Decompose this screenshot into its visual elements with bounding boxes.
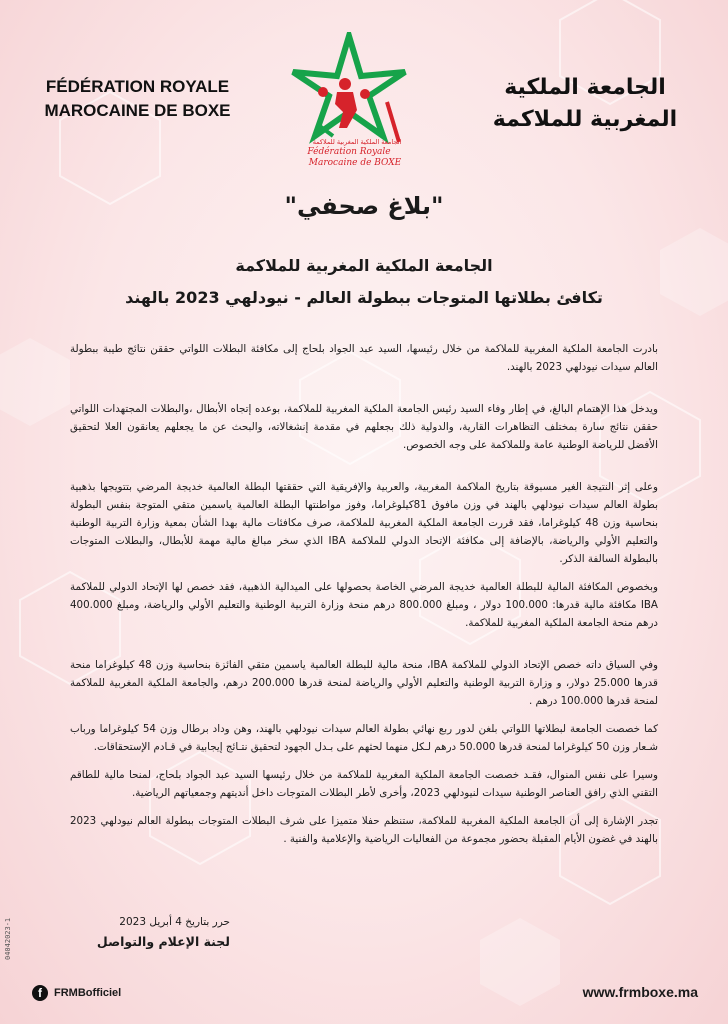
federation-name-french-line1: FÉDÉRATION ROYALE (45, 77, 230, 96)
body-paragraph: تجدر الإشارة إلى أن الجامعة الملكية المغربية للملاكمة، ستنظم حفلا متميزا على شرف البطلات المتوجات ببطولة العالم نيودلهي 2023 بالهند في غضون الأيام المقبلة بحضور مجموعة من الفعاليات الرياضية والإعلامية والفنية . (70, 815, 658, 845)
signature-block (70, 916, 230, 949)
signature-department: لجنة الإعلام والتواصل (96, 934, 230, 949)
federation-name-arabic (470, 72, 700, 136)
federation-name-french (30, 75, 245, 123)
logo-text-line1: Fédération Royale (307, 147, 391, 157)
facebook-link[interactable] (32, 985, 121, 1001)
federation-name-arabic-line1: الجامعة الملكية (504, 75, 666, 100)
logo-text-arabic: الجامعة الملكية المغربية للملاكمة (312, 138, 402, 146)
body-paragraph: بادرت الجامعة الملكية المغربية للملاكمة من خلال رئيسها، السيد عبد الجواد بلحاج إلى مكافئة البطلات اللواتي حققن نتائج طيبة ببطولة العالم سيدات نيودلهي 2023 بالهند. (70, 343, 658, 373)
body-paragraph: وسيرا على نفس المنوال، فقـد خصصت الجامعة الملكية المغربية للملاكمة من خلال رئيسها السيد عبد الجواد بلحاج، لمنحا مالية للطاقم التقني الذي رافق العناصر الوطنية سيدات لنيودلهي 2023، وأخرى لأطر البطلات المتوجات داخل أنديتهم وجمعياتهم الرياضية. (70, 769, 658, 799)
press-release-headline: تكافئ بطلاتها المتوجات ببطولة العالم - نيودلهي 2023 بالهند (125, 288, 603, 307)
website-link[interactable]: www.frmboxe.ma (582, 984, 698, 1000)
body-paragraph: ويدخل هذا الإهتمام البالغ، في إطار وفاء السيد رئيس الجامعة الملكية المغربية للملاكمة، بوعده إتجاه الأبطال ،والبطلات المجتهدات اللواتي حققن نتائج سارة بمختلف التظاهرات القارية، والدولية ذلك بجعلهم في مقدمة إنشغالاته، والبحث عن ما يجعلهم يعانقون العلا لتحقيق الأفضل للرياضة الوطنية عامة وللملاكمة على وجه الخصوص. (70, 403, 658, 451)
press-release-title: "بلاغ صحفي" (284, 192, 444, 220)
facebook-icon: f (32, 985, 48, 1001)
signature-date: حرر بتاريخ 4 أبريل 2023 (119, 916, 230, 928)
federation-name-arabic-line2: المغربية للملاكمة (492, 107, 678, 132)
federation-logo (287, 32, 427, 172)
body-paragraph: وفي السياق داته خصص الإتحاد الدولي للملاكمة IBA، منحة مالية للبطلة العالمية ياسمين متقي الفائزة بنحاسية وزن 48 كيلوغراما منحة قدرها 25.000 دولار، و وزارة التربية الوطنية والتعليم الأولي والرياضة لمنحة قدرها 200.000 درهم، والجامعة الملكية المغربية للملاكمة لمنحة قدرها 100.000 درهم . (70, 659, 658, 707)
logo-text-line2: Marocaine de BOXE (308, 158, 402, 168)
document-reference: 04042023-1 (4, 917, 12, 960)
federation-name-french-line2: MAROCAINE DE BOXE (44, 101, 231, 120)
body-paragraph: كما خصصت الجامعة لبطلاتها اللواتي بلغن لدور ربع نهائي بطولة العالم سيدات نيودلهي بالهند، وهن وداد برطال وزن 54 كيلوغراما ورباب شـعار وزن 50 كيلوغراما لمنحة قدرها 50.000 درهم لـكل منهما لحثهم على بـدل الجهود لتحقيق نتـائج إيجابية في قـادم الإستحقاقات. (70, 723, 658, 753)
press-release-body (70, 340, 658, 858)
body-paragraph: وبخصوص المكافئة المالية للبطلة العالمية خديجة المرضي الخاصة بحصولها على الميدالية الذهبية، فقد خصص لها الإتحاد الدولي للملاكمة IBA مكافئة مالية قدرها: 100.000 دولار ، ومبلغ 800.000 درهم منحة وزارة التربية الوطنية والتعليم الأولي والرياضة، ومبلغ 400.000 درهم منحة الجامعة الملكية المغربية للملاكمة. (70, 581, 658, 629)
boxer-star-logo-icon (287, 32, 427, 172)
body-paragraph: وعلى إثر النتيجة الغير مسبوقة بتاريخ الملاكمة المغربية، والعربية والإفريقية التي حققتها البطلة العالمية خديجة المرضي بتتويجها بذهبية بطولة العالم سيدات نيودلهي بالهند في وزن مافوق 81كيلوغراما، وفوز مواطنتها البطلة العالمية ياسمين متقي المتوجة بنفس البطولة بنحاسية وزن 48 كيلوغراما، فقد قررت الجامعة الملكية المغربية للملاكمة، صرف مكافئات مالية بهدا الشأن بمعية وزارة التربية الوطنية والتعليم الأولي والرياضة، بالإضافة إلى مكافئة الإتحاد الدولي للملاكمة IBA الذي سخر مبالغ مالية مهمة للأبطال، والبطلات المتوجات بالبطولة السالفة الذكر. (70, 481, 659, 565)
press-release-subtitle: الجامعة الملكية المغربية للملاكمة (235, 256, 493, 275)
facebook-handle: FRMBofficiel (54, 987, 122, 999)
